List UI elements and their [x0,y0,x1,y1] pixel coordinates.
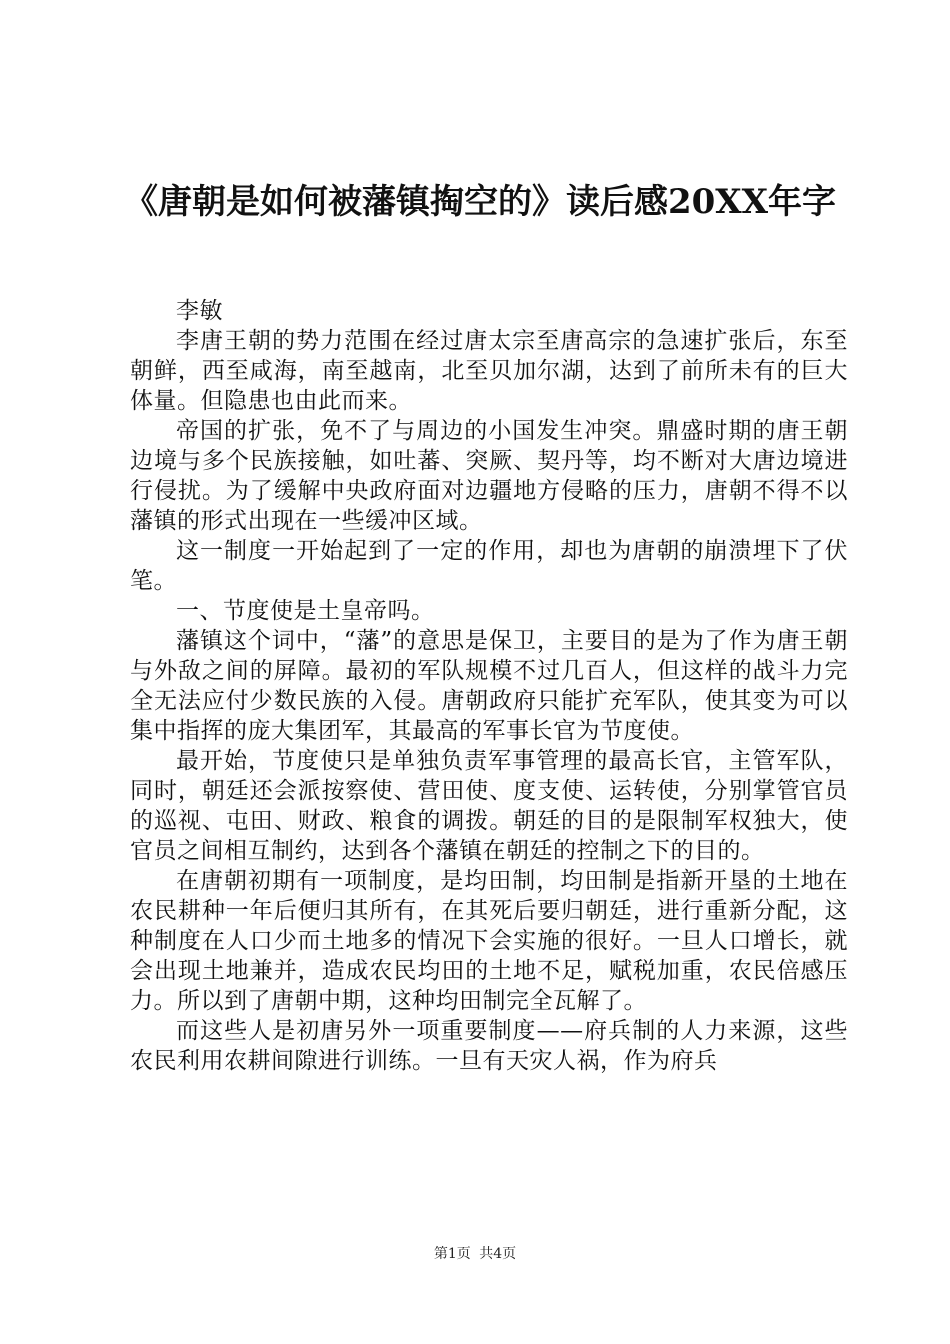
author-line: 李敏 [176,298,223,324]
document-title: 《唐朝是如何被藩镇掏空的》读后感20XX年字 [123,182,837,222]
page-number: 第1页 [433,1246,471,1262]
paragraph: 帝国的扩张，免不了与周边的小国发生冲突。鼎盛时期的唐王朝边境与多个民族接触，如吐蕃、突厥、契丹等，均不断对大唐边境进行侵扰。为了缓解中央政府面对边疆地方侵略的压力，唐朝不得不以藩镇的形式出现在一些缓冲区域。 [130,418,848,534]
paragraph: 在唐朝初期有一项制度，是均田制，均田制是指新开垦的土地在农民耕种一年后便归其所有，在其死后要归朝廷，进行重新分配，这种制度在人口少而土地多的情况下会实施的很好。一旦人口增长，就会出现土地兼并，造成农民均田的土地不足，赋税加重，农民倍感压力。所以到了唐朝中期，这种均田制完全瓦解了。 [130,868,848,1014]
paragraph: 藩镇这个词中，“藩”的意思是保卫，主要目的是为了作为唐王朝与外敌之间的屏障。最初的军队规模不过几百人，但这样的战斗力完全无法应付少数民族的入侵。唐朝政府只能扩充军队，使其变为可以集中指挥的庞大集团军，其最高的军事长官为节度使。 [130,628,848,744]
paragraph: 李唐王朝的势力范围在经过唐太宗至唐高宗的急速扩张后，东至朝鲜，西至咸海，南至越南，北至贝加尔湖，达到了前所未有的巨大体量。但隐患也由此而来。 [130,328,848,414]
page-total: 共4页 [479,1246,517,1262]
paragraph: 最开始，节度使只是单独负责军事管理的最高长官，主管军队，同时，朝廷还会派按察使、营田使、度支使、运转使，分别掌管官员的巡视、屯田、财政、粮食的调拨。朝廷的目的是限制军权独大，使官员之间相互制约，达到各个藩镇在朝廷的控制之下的目的。 [130,748,848,864]
section-heading: 一、节度使是土皇帝吗。 [176,598,435,624]
paragraph: 这一制度一开始起到了一定的作用，却也为唐朝的崩溃埋下了伏笔。 [130,538,848,594]
paragraph: 而这些人是初唐另外一项重要制度——府兵制的人力来源，这些农民利用农耕间隙进行训练。一旦有天灾人祸，作为府兵 [130,1018,848,1074]
document-body [130,296,848,1076]
page-footer [0,1244,950,1264]
